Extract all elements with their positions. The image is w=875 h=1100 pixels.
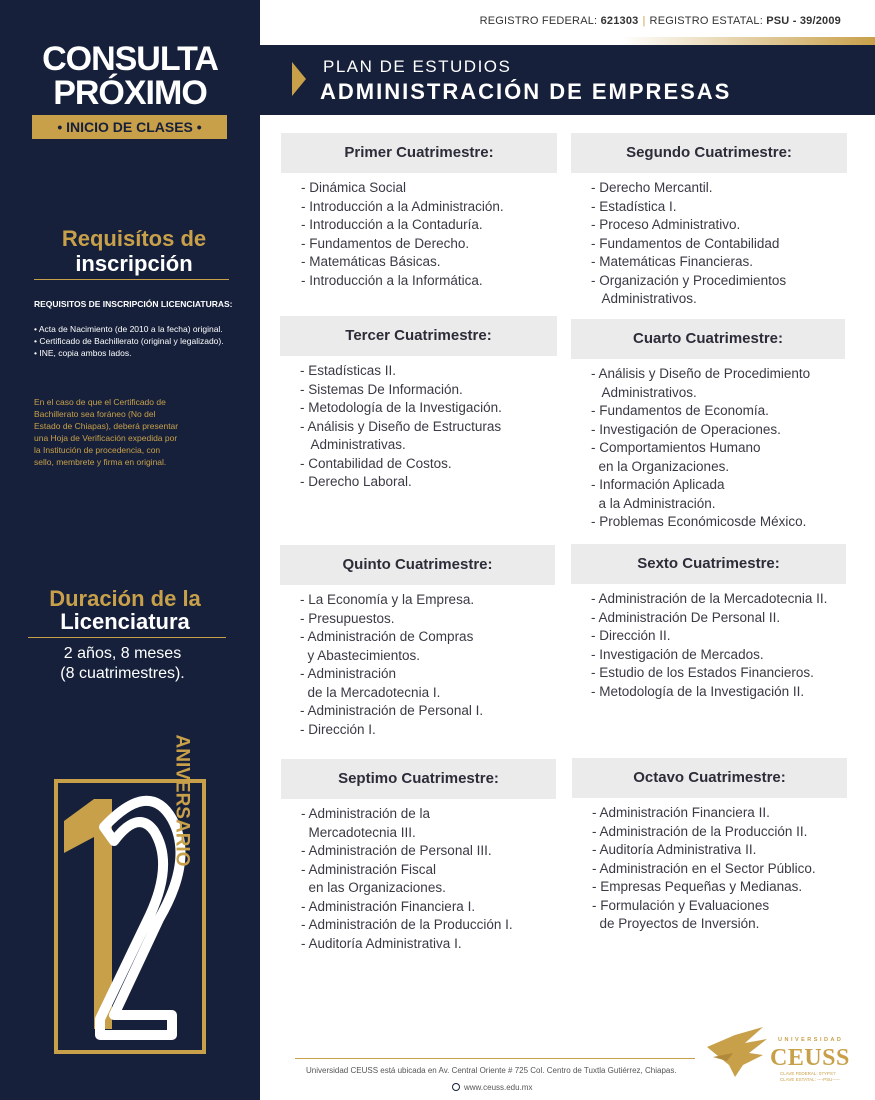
requisitos-list (34, 323, 224, 359)
subject-item: - Estadísticas II. (300, 363, 397, 378)
semester-subjects (280, 362, 557, 492)
subject-item: - Auditoría Administrativa I. (301, 935, 462, 951)
footer-divider (295, 1058, 695, 1059)
subject-item: - Administración de la Mercadotecnia II. (591, 591, 828, 606)
subject-item: - Fundamentos de Contabilidad (591, 235, 780, 251)
subject-item: - Administración de la Producción I. (301, 917, 513, 932)
plan-label: PLAN DE ESTUDIOS (323, 57, 512, 76)
footer-address: Universidad CEUSS está ubicada en Av. Central Oriente # 725 Col. Centro de Tuxtla Gutiérrez, Chiapas. (306, 1066, 677, 1075)
subject-item: Mercadotecnia III. (301, 824, 416, 840)
semester-title: Tercer Cuatrimestre: (280, 316, 557, 356)
subject-item: en las Organizaciones. (301, 880, 446, 895)
subject-item: de la Mercadotecnia I. (300, 684, 441, 700)
subject-item: - Administración de la Producción II. (592, 823, 808, 839)
subject-item: - Análisis y Diseño de Procedimiento (591, 366, 811, 381)
registro-info (480, 15, 841, 27)
semester-title: Segundo Cuatrimestre: (571, 133, 847, 173)
anniversary-word: ANIVERSARIO (171, 734, 193, 867)
subject-item: - Organización y Procedimientos (591, 272, 787, 288)
semester-block (571, 544, 846, 701)
subject-item: Administrativos. (591, 291, 697, 306)
subject-item: - Dirección I. (300, 721, 376, 737)
registro-estatal-label: REGISTRO ESTATAL: (649, 15, 763, 27)
semester-subjects (572, 804, 847, 934)
semester-block (281, 133, 557, 290)
semester-block (571, 319, 845, 532)
semester-block (571, 133, 847, 309)
semester-title: Sexto Cuatrimestre: (571, 544, 846, 584)
requisito-item: • INE, copia ambos lados. (34, 348, 132, 358)
semester-subjects (571, 590, 846, 701)
footer-website-link[interactable] (452, 1083, 532, 1092)
subject-item: - Auditoría Administrativa II. (592, 842, 757, 857)
semester-block (280, 316, 557, 492)
subject-item: - Problemas Económicosde México. (591, 514, 807, 529)
duracion-title-line1: Duración de la (49, 586, 201, 611)
globe-icon (452, 1083, 460, 1091)
subject-item: - Matemáticas Básicas. (301, 254, 441, 269)
logo-name: CEUSS (770, 1045, 850, 1071)
header-gold-accent (620, 37, 875, 45)
duracion-value-line2: (8 cuatrimestres). (60, 665, 185, 682)
subject-item: - Derecho Laboral. (300, 474, 412, 489)
subject-item: - Dirección II. (591, 628, 671, 643)
semester-block (572, 758, 847, 934)
semester-title: Primer Cuatrimestre: (281, 133, 557, 173)
subject-item: - Formulación y Evaluaciones (592, 897, 770, 913)
subject-item: - Presupuestos. (300, 610, 395, 626)
promo-headline-line1: CONSULTA (42, 40, 218, 78)
subject-item: - Comportamientos Humano (591, 440, 761, 455)
subject-item: - Empresas Pequeñas y Medianas. (592, 879, 803, 894)
subject-item: - Administración de Compras (300, 629, 474, 644)
subject-item: y Abastecimientos. (300, 647, 421, 663)
semester-title: Octavo Cuatrimestre: (572, 758, 847, 798)
subject-item: a la Administración. (591, 495, 716, 511)
subject-item: Administrativos. (591, 384, 697, 400)
semester-subjects (281, 805, 556, 953)
semester-subjects (571, 365, 845, 532)
semester-title: Quinto Cuatrimestre: (280, 545, 555, 585)
semester-title: Septimo Cuatrimestre: (281, 759, 556, 799)
subject-item: - Estadística I. (591, 198, 677, 214)
subject-item: en la Organizaciones. (591, 458, 730, 474)
footer-website[interactable]: www.ceuss.edu.mx (464, 1083, 533, 1092)
subject-item: - Administración De Personal II. (591, 609, 781, 625)
subject-item: - Administración Fiscal (301, 861, 437, 877)
logo-small-label: UNIVERSIDAD (778, 1037, 844, 1043)
subject-item: - Investigación de Mercados. (591, 646, 764, 662)
subject-item: - Introducción a la Administración. (301, 198, 504, 214)
subject-item: - Contabilidad de Costos. (300, 455, 452, 471)
subject-item: - Fundamentos de Derecho. (301, 235, 470, 251)
semester-block (280, 545, 555, 739)
subject-item: - Administración de la (301, 806, 431, 821)
subject-item: - Metodología de la Investigación II. (591, 683, 805, 699)
subject-item: - Estudio de los Estados Financieros. (591, 665, 814, 680)
subject-item: - Administración de Personal III. (301, 843, 492, 858)
requisito-item: • Acta de Nacimiento (de 2010 a la fecha) original. (34, 324, 223, 334)
requisitos-note: En el caso de que el Certificado de Bachillerato sea foráneo (No del Estado de Chiapas), deberá presentar una Hoja de Verificación expedida por la Institución de procedencia, con sello, membrete y firma en original. (34, 397, 179, 467)
duracion-divider (28, 637, 226, 638)
registro-federal-label: REGISTRO FEDERAL: (479, 15, 598, 27)
arrow-right-icon (292, 62, 306, 96)
registro-estatal-value: PSU - 39/2009 (766, 15, 841, 27)
logo-sub-line1: CLAVE FEDERAL: 07YPS? (780, 1071, 836, 1076)
subject-item: - Metodología de la Investigación. (300, 400, 502, 415)
subject-item: Administrativas. (300, 437, 406, 452)
semester-title: Cuarto Cuatrimestre: (571, 319, 845, 359)
subject-item: - Fundamentos de Economía. (591, 403, 769, 418)
requisito-item: • Certificado de Bachillerato (original y legalizado). (34, 336, 224, 346)
subject-item: - Administración Financiera I. (301, 898, 476, 914)
requisitos-heading: REQUISITOS DE INSCRIPCIÓN LICENCIATURAS: (34, 299, 233, 309)
subject-item: - Sistemas De Información. (300, 381, 463, 397)
subject-item: - Información Aplicada (591, 477, 725, 492)
registro-separator: | (642, 15, 646, 27)
eagle-icon (707, 1027, 767, 1077)
subject-item: - La Economía y la Empresa. (300, 592, 475, 607)
duracion-title-line2: Licenciatura (60, 609, 190, 634)
subject-item: - Administración (300, 666, 397, 681)
subject-item: - Introducción a la Informática. (301, 272, 483, 288)
semester-subjects (280, 591, 555, 739)
subject-item: - Administración en el Sector Público. (592, 860, 816, 876)
subject-item: - Derecho Mercantil. (591, 180, 713, 195)
requisitos-title-line2: inscripción (75, 251, 193, 276)
subject-item: - Matemáticas Financieras. (591, 254, 754, 269)
semester-subjects (281, 179, 557, 290)
subject-item: - Administración Financiera II. (592, 805, 770, 820)
promo-badge: • INICIO DE CLASES • (32, 115, 227, 139)
subject-item: - Investigación de Operaciones. (591, 421, 781, 437)
subject-item: - Proceso Administrativo. (591, 217, 741, 232)
requisitos-title-line1: Requisítos de (61, 226, 207, 251)
requisitos-divider (34, 279, 229, 280)
subject-item: - Dinámica Social (301, 180, 407, 195)
subject-item: de Proyectos de Inversión. (592, 916, 760, 931)
promo-headline-line2: PRÓXIMO (53, 74, 207, 112)
registro-federal-value: 621303 (600, 15, 639, 27)
subject-item: - Administración de Personal I. (300, 703, 484, 718)
program-title: ADMINISTRACIÓN DE EMPRESAS (320, 79, 732, 104)
semester-subjects (571, 179, 847, 309)
subject-item: - Introducción a la Contaduría. (301, 217, 483, 232)
duracion-value-line1: 2 años, 8 meses (63, 645, 182, 662)
logo-sub-line2: CLAVE ESTATAL: ----PSU----- (780, 1077, 840, 1082)
semester-block (281, 759, 556, 953)
subject-item: - Análisis y Diseño de Estructuras (300, 418, 502, 434)
